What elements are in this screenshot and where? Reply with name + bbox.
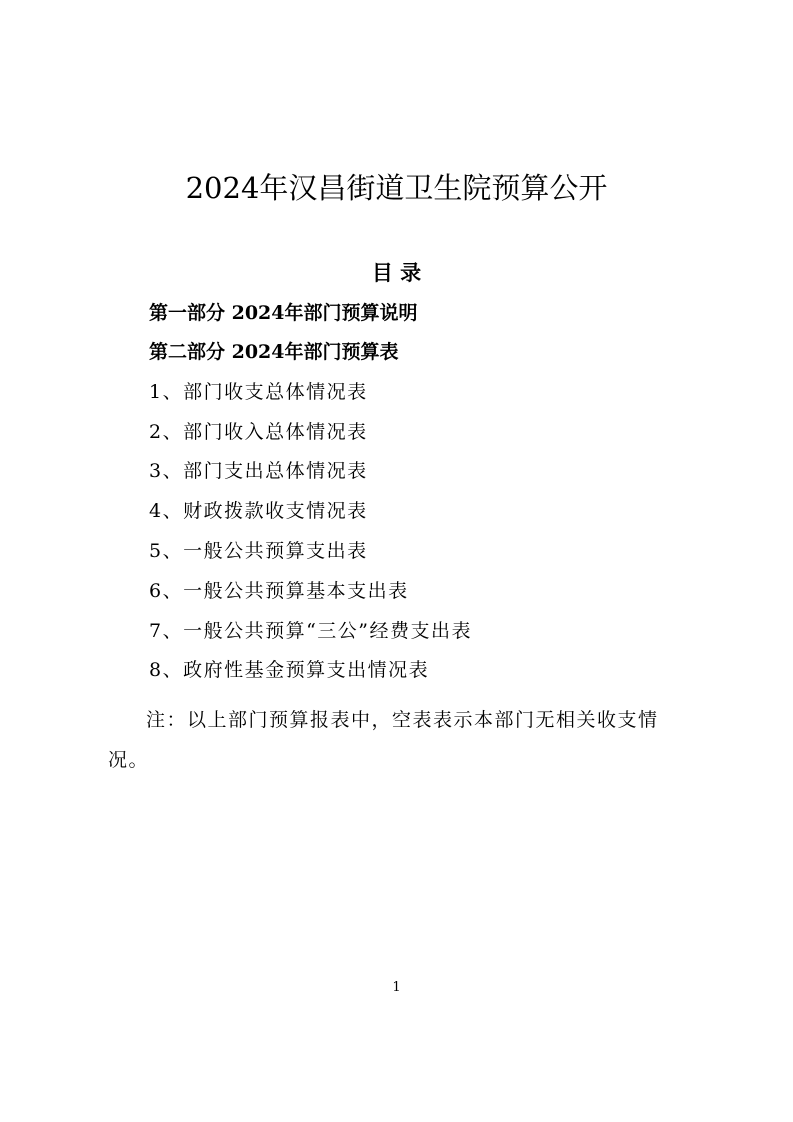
toc-item-4: 4、财政拨款收支情况表 bbox=[149, 500, 368, 522]
toc-item-5: 5、一般公共预算支出表 bbox=[149, 540, 368, 562]
toc-item-1: 1、部门收支总体情况表 bbox=[149, 381, 368, 403]
document-title: 2024年汉昌街道卫生院预算公开 bbox=[185, 171, 608, 205]
toc-part-1: 第一部分 2024年部门预算说明 bbox=[149, 302, 418, 324]
toc-item-8: 8、政府性基金预算支出情况表 bbox=[149, 659, 430, 681]
toc-item-2: 2、部门收入总体情况表 bbox=[149, 421, 368, 443]
toc-heading: 目 录 bbox=[371, 260, 422, 285]
note-paragraph: 注：以上部门预算报表中，空表表示本部门无相关收支情况。 bbox=[108, 709, 659, 771]
page-number: 1 bbox=[392, 980, 401, 995]
toc-item-6: 6、一般公共预算基本支出表 bbox=[149, 580, 409, 602]
toc-item-3: 3、部门支出总体情况表 bbox=[149, 460, 368, 482]
toc-part-2: 第二部分 2024年部门预算表 bbox=[149, 341, 399, 363]
toc-item-7: 7、一般公共预算“三公”经费支出表 bbox=[149, 620, 473, 642]
